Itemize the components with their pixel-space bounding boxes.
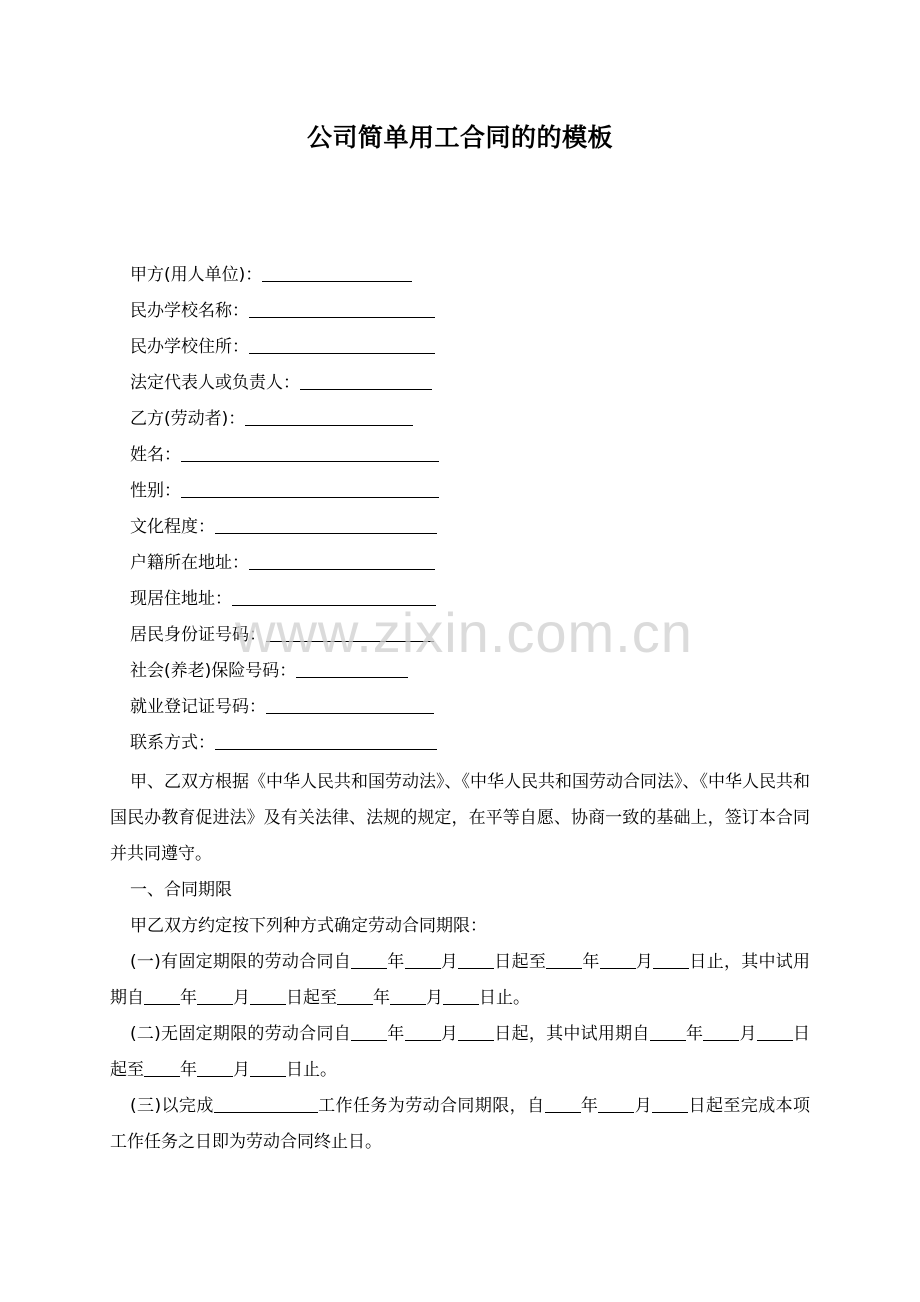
fill-blank[interactable] <box>757 1020 793 1041</box>
fill-blank[interactable] <box>266 621 434 642</box>
item-text: 日止。 <box>286 1060 337 1080</box>
field-label: 联系方式： <box>130 733 215 753</box>
fill-blank[interactable] <box>232 585 436 606</box>
fill-blank[interactable] <box>197 1056 233 1077</box>
item-text: 工作任务为劳动合同期限，自 <box>317 1096 545 1116</box>
item-text: 日起至 <box>494 952 547 972</box>
item-text: 日起，其中试用期自 <box>494 1024 650 1044</box>
item-text: (三)以完成 <box>130 1096 214 1116</box>
field-label: 文化程度： <box>130 517 215 537</box>
fill-blank[interactable] <box>703 1020 739 1041</box>
item-text: 月 <box>426 988 443 1008</box>
field-label: 社会(养老)保险号码： <box>130 661 297 681</box>
fill-blank[interactable] <box>653 948 689 969</box>
field-contact <box>130 728 530 764</box>
item-text: 年 <box>180 1060 197 1080</box>
field-label: 现居住地址： <box>130 589 232 609</box>
field-label: 法定代表人或负责人： <box>130 373 300 393</box>
fill-blank[interactable] <box>249 549 435 570</box>
term-item-fixed <box>110 944 810 1016</box>
field-party-b <box>130 404 530 440</box>
fill-blank[interactable] <box>181 441 439 462</box>
fill-blank[interactable] <box>390 984 426 1005</box>
fill-blank[interactable] <box>245 405 413 426</box>
term-item-task-based <box>110 1088 810 1160</box>
preamble-paragraph: 甲、乙双方根据《中华人民共和国劳动法》、《中华人民共和国劳动合同法》、《中华人民共和国民办教育促进法》及有关法律、法规的规定，在平等自愿、协商一致的基础上，签订本合同并共同遵守。 <box>110 772 810 864</box>
item-text: 月 <box>440 952 459 972</box>
fill-blank[interactable] <box>249 333 435 354</box>
item-text: 年 <box>580 1096 599 1116</box>
field-social-insurance-number <box>130 656 530 692</box>
field-household-address <box>130 548 530 584</box>
fill-blank[interactable] <box>144 1056 180 1077</box>
item-text: 年 <box>386 952 405 972</box>
item-text: 月 <box>440 1024 459 1044</box>
fill-blank[interactable] <box>337 984 373 1005</box>
fill-blank[interactable] <box>443 984 479 1005</box>
item-text: 年 <box>373 988 390 1008</box>
fill-blank[interactable] <box>296 657 408 678</box>
fill-blank[interactable] <box>250 984 286 1005</box>
contract-body <box>110 764 810 1160</box>
fill-blank[interactable] <box>650 1020 686 1041</box>
fill-blank[interactable] <box>600 948 636 969</box>
section-heading: 一、合同期限 <box>130 880 232 900</box>
fill-blank[interactable] <box>215 729 437 750</box>
fill-blank[interactable] <box>598 1092 634 1113</box>
fill-blank[interactable] <box>652 1092 688 1113</box>
field-employment-registration-number <box>130 692 530 728</box>
field-label: 甲方(用人单位)： <box>130 265 263 285</box>
field-school-name <box>130 296 530 332</box>
fill-blank[interactable] <box>214 1092 318 1113</box>
fill-blank[interactable] <box>249 297 435 318</box>
fill-blank[interactable] <box>144 984 180 1005</box>
section-intro: 甲乙双方约定按下列种方式确定劳动合同期限： <box>130 916 487 936</box>
fill-blank[interactable] <box>405 948 441 969</box>
field-party-a <box>130 260 530 296</box>
item-text: 年 <box>386 1024 405 1044</box>
item-text: 月 <box>635 952 654 972</box>
fill-blank[interactable] <box>197 984 233 1005</box>
item-text: 年 <box>685 1024 704 1044</box>
fill-blank[interactable] <box>458 1020 494 1041</box>
field-label: 民办学校住所： <box>130 337 249 357</box>
item-text: 月 <box>739 1024 757 1044</box>
field-id-number <box>130 620 530 656</box>
item-text: 日起至 <box>110 1024 811 1080</box>
field-legal-representative <box>130 368 530 404</box>
field-school-address <box>130 332 530 368</box>
item-text: 月 <box>233 988 250 1008</box>
item-text: 年 <box>180 988 197 1008</box>
fill-blank[interactable] <box>181 477 439 498</box>
item-text: 日止，其中试用期自 <box>110 952 811 1008</box>
field-education <box>130 512 530 548</box>
item-text: 日起至完成本项工作任务之日即为劳动合同终止日。 <box>110 1096 811 1152</box>
field-label: 就业登记证号码： <box>130 697 266 717</box>
fill-blank[interactable] <box>266 693 434 714</box>
field-label: 户籍所在地址： <box>130 553 249 573</box>
item-text: (二)无固定期限的劳动合同自 <box>130 1024 351 1044</box>
fill-blank[interactable] <box>300 369 432 390</box>
field-label: 乙方(劳动者)： <box>130 409 246 429</box>
fill-blank[interactable] <box>250 1056 286 1077</box>
term-item-open-ended <box>110 1016 810 1088</box>
fill-blank[interactable] <box>405 1020 441 1041</box>
watermark: www.zixin.com.cn <box>235 601 693 664</box>
item-text: 月 <box>634 1096 653 1116</box>
fill-blank[interactable] <box>545 1092 581 1113</box>
field-gender <box>130 476 530 512</box>
field-label: 民办学校名称： <box>130 301 249 321</box>
fill-blank[interactable] <box>546 948 582 969</box>
item-text: (一)有固定期限的劳动合同自 <box>130 952 351 972</box>
field-label: 性别： <box>130 481 181 501</box>
document-title: 公司简单用工合同的的模板 <box>306 123 613 152</box>
field-label: 居民身份证号码： <box>130 625 266 645</box>
field-label: 姓名： <box>130 445 181 465</box>
item-text: 日止。 <box>479 988 530 1008</box>
item-text: 年 <box>582 952 600 972</box>
fill-blank[interactable] <box>351 1020 387 1041</box>
field-current-address <box>130 584 530 620</box>
fill-blank[interactable] <box>458 948 494 969</box>
fill-blank[interactable] <box>215 513 437 534</box>
fill-blank[interactable] <box>351 948 387 969</box>
item-text: 月 <box>233 1060 250 1080</box>
party-info-fields <box>130 260 530 764</box>
field-name <box>130 440 530 476</box>
fill-blank[interactable] <box>262 261 412 282</box>
item-text: 日起至 <box>286 988 337 1008</box>
